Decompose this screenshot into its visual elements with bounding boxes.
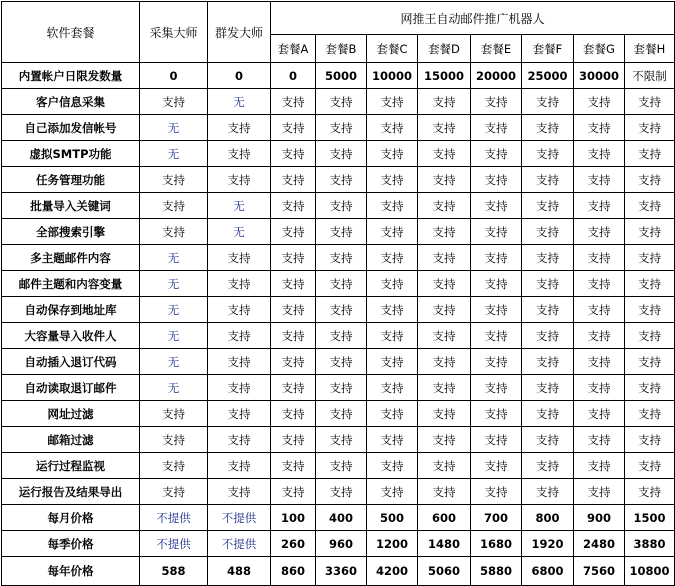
row-label: 客户信息采集: [2, 89, 140, 115]
table-row: [2, 557, 675, 586]
table-cell: 支持: [316, 375, 367, 401]
table-row: [2, 349, 675, 375]
table-cell: 支持: [271, 141, 316, 167]
table-cell: 支持: [625, 375, 675, 401]
table-cell: 支持: [625, 115, 675, 141]
table-cell: 支持: [271, 245, 316, 271]
table-cell: 支持: [418, 323, 471, 349]
table-cell: 支持: [367, 323, 418, 349]
table-cell: 支持: [418, 141, 471, 167]
table-cell: 支持: [522, 89, 574, 115]
table-cell: 488: [208, 557, 271, 586]
row-label: 任务管理功能: [2, 167, 140, 193]
table-row: [2, 297, 675, 323]
table-cell: 支持: [271, 401, 316, 427]
table-cell: 支持: [471, 323, 522, 349]
row-label: 多主题邮件内容: [2, 245, 140, 271]
table-cell: 支持: [208, 297, 271, 323]
header-collector: 采集大师: [140, 2, 208, 63]
table-cell: 支持: [625, 167, 675, 193]
header-package-h: 套餐H: [625, 35, 675, 63]
row-label: 邮件主题和内容变量: [2, 271, 140, 297]
table-cell: 支持: [522, 115, 574, 141]
table-cell: 支持: [140, 401, 208, 427]
table-cell: 25000: [522, 63, 574, 89]
table-cell: 支持: [271, 193, 316, 219]
table-cell: 支持: [418, 89, 471, 115]
table-cell: 支持: [574, 323, 625, 349]
row-label: 自动读取退订邮件: [2, 375, 140, 401]
table-cell: 支持: [574, 271, 625, 297]
table-cell: 支持: [271, 89, 316, 115]
table-cell: 1680: [471, 531, 522, 557]
table-cell: 支持: [418, 427, 471, 453]
table-row: [2, 271, 675, 297]
table-cell: 支持: [418, 479, 471, 505]
table-cell: 无: [140, 323, 208, 349]
table-cell: 不提供: [140, 531, 208, 557]
table-cell: 支持: [574, 349, 625, 375]
table-cell: 支持: [471, 401, 522, 427]
row-label: 全部搜索引擎: [2, 219, 140, 245]
table-cell: 支持: [140, 453, 208, 479]
table-cell: 支持: [367, 167, 418, 193]
table-cell: 支持: [208, 375, 271, 401]
table-cell: 支持: [367, 115, 418, 141]
table-cell: 支持: [574, 479, 625, 505]
table-cell: 支持: [471, 271, 522, 297]
table-cell: 1200: [367, 531, 418, 557]
header-package-e: 套餐E: [471, 35, 522, 63]
table-row: [2, 323, 675, 349]
table-cell: 支持: [471, 349, 522, 375]
table-cell: 支持: [208, 349, 271, 375]
table-cell: 支持: [140, 193, 208, 219]
table-cell: 500: [367, 505, 418, 531]
table-cell: 支持: [208, 245, 271, 271]
table-cell: 支持: [522, 167, 574, 193]
table-cell: 1480: [418, 531, 471, 557]
table-cell: 支持: [367, 219, 418, 245]
table-cell: 支持: [208, 479, 271, 505]
table-cell: 支持: [316, 89, 367, 115]
table-cell: 800: [522, 505, 574, 531]
table-cell: 无: [140, 349, 208, 375]
table-cell: 支持: [471, 141, 522, 167]
table-cell: 支持: [367, 375, 418, 401]
table-cell: 支持: [625, 89, 675, 115]
table-cell: 支持: [574, 141, 625, 167]
table-cell: 支持: [271, 219, 316, 245]
header-software-package: 软件套餐: [2, 2, 140, 63]
table-cell: 支持: [471, 89, 522, 115]
table-cell: 支持: [471, 479, 522, 505]
table-cell: 支持: [574, 219, 625, 245]
row-label: 每季价格: [2, 531, 140, 557]
table-cell: 10800: [625, 557, 675, 586]
table-cell: 1500: [625, 505, 675, 531]
table-cell: 支持: [208, 271, 271, 297]
table-cell: 支持: [208, 453, 271, 479]
table-cell: 支持: [625, 453, 675, 479]
row-label: 网址过滤: [2, 401, 140, 427]
table-cell: 支持: [574, 375, 625, 401]
table-row: [2, 63, 675, 89]
table-cell: 0: [140, 63, 208, 89]
table-cell: 支持: [471, 115, 522, 141]
table-row: [2, 427, 675, 453]
table-cell: 支持: [471, 193, 522, 219]
table-cell: 支持: [208, 167, 271, 193]
table-cell: 0: [271, 63, 316, 89]
row-label: 邮箱过滤: [2, 427, 140, 453]
table-cell: 支持: [522, 323, 574, 349]
table-cell: 不提供: [208, 505, 271, 531]
table-cell: 支持: [316, 271, 367, 297]
table-row: [2, 141, 675, 167]
table-cell: 支持: [316, 245, 367, 271]
table-cell: 860: [271, 557, 316, 586]
row-label: 每年价格: [2, 557, 140, 586]
table-cell: 支持: [471, 453, 522, 479]
table-cell: 支持: [367, 479, 418, 505]
table-cell: 支持: [316, 219, 367, 245]
header-package-f: 套餐F: [522, 35, 574, 63]
table-cell: 15000: [418, 63, 471, 89]
table-cell: 支持: [140, 89, 208, 115]
row-label: 内置帐户日限发数量: [2, 63, 140, 89]
table-cell: 支持: [367, 401, 418, 427]
table-row: [2, 453, 675, 479]
header-package-c: 套餐C: [367, 35, 418, 63]
table-cell: 支持: [271, 453, 316, 479]
table-cell: 支持: [625, 479, 675, 505]
table-cell: 支持: [625, 245, 675, 271]
table-cell: 支持: [316, 141, 367, 167]
table-cell: 6800: [522, 557, 574, 586]
table-row: [2, 89, 675, 115]
table-cell: 支持: [574, 453, 625, 479]
table-cell: 支持: [316, 479, 367, 505]
table-cell: 100: [271, 505, 316, 531]
table-cell: 支持: [271, 427, 316, 453]
row-label: 运行过程监视: [2, 453, 140, 479]
header-package-d: 套餐D: [418, 35, 471, 63]
table-cell: 支持: [471, 219, 522, 245]
table-cell: 支持: [625, 427, 675, 453]
table-cell: 支持: [574, 193, 625, 219]
table-row: [2, 167, 675, 193]
table-cell: 支持: [418, 271, 471, 297]
table-cell: 支持: [625, 193, 675, 219]
table-cell: 支持: [418, 167, 471, 193]
table-row: [2, 505, 675, 531]
table-cell: 支持: [625, 297, 675, 323]
table-cell: 30000: [574, 63, 625, 89]
table-cell: 支持: [271, 297, 316, 323]
table-cell: 支持: [574, 167, 625, 193]
table-cell: 支持: [574, 115, 625, 141]
table-cell: 支持: [271, 323, 316, 349]
table-cell: 支持: [367, 193, 418, 219]
table-cell: 支持: [367, 271, 418, 297]
table-cell: 2480: [574, 531, 625, 557]
table-cell: 支持: [625, 141, 675, 167]
table-cell: 支持: [316, 193, 367, 219]
header-package-b: 套餐B: [316, 35, 367, 63]
table-body: [2, 63, 675, 586]
table-cell: 支持: [625, 323, 675, 349]
table-cell: 支持: [140, 427, 208, 453]
pricing-table: [1, 1, 675, 586]
table-cell: 支持: [574, 401, 625, 427]
row-label: 批量导入关键词: [2, 193, 140, 219]
table-cell: 260: [271, 531, 316, 557]
table-cell: 无: [140, 297, 208, 323]
table-cell: 支持: [418, 453, 471, 479]
table-cell: 5000: [316, 63, 367, 89]
table-cell: 支持: [471, 167, 522, 193]
table-cell: 支持: [522, 297, 574, 323]
table-cell: 支持: [418, 401, 471, 427]
table-cell: 无: [208, 193, 271, 219]
table-cell: 5880: [471, 557, 522, 586]
table-cell: 支持: [316, 453, 367, 479]
table-row: [2, 245, 675, 271]
table-cell: 支持: [471, 297, 522, 323]
table-cell: 不提供: [140, 505, 208, 531]
table-row: [2, 219, 675, 245]
table-cell: 支持: [522, 479, 574, 505]
table-cell: 支持: [271, 375, 316, 401]
table-cell: 960: [316, 531, 367, 557]
table-cell: 支持: [522, 375, 574, 401]
table-cell: 支持: [522, 141, 574, 167]
table-cell: 支持: [418, 115, 471, 141]
table-cell: 支持: [367, 89, 418, 115]
table-cell: 支持: [316, 297, 367, 323]
table-cell: 支持: [367, 141, 418, 167]
table-cell: 支持: [316, 323, 367, 349]
table-cell: 支持: [271, 167, 316, 193]
table-cell: 支持: [574, 427, 625, 453]
table-cell: 支持: [471, 375, 522, 401]
table-cell: 无: [140, 271, 208, 297]
table-row: [2, 479, 675, 505]
table-cell: 无: [140, 245, 208, 271]
table-cell: 支持: [574, 297, 625, 323]
table-cell: 3880: [625, 531, 675, 557]
table-row: [2, 531, 675, 557]
table-cell: 支持: [522, 193, 574, 219]
table-cell: 无: [140, 141, 208, 167]
table-cell: 支持: [316, 115, 367, 141]
table-cell: 支持: [208, 323, 271, 349]
table-cell: 支持: [140, 479, 208, 505]
table-cell: 0: [208, 63, 271, 89]
row-label: 自动保存到地址库: [2, 297, 140, 323]
table-cell: 支持: [522, 453, 574, 479]
table-cell: 4200: [367, 557, 418, 586]
table-cell: 1920: [522, 531, 574, 557]
table-cell: 支持: [271, 271, 316, 297]
table-cell: 支持: [316, 427, 367, 453]
row-label: 大容量导入收件人: [2, 323, 140, 349]
table-cell: 支持: [522, 349, 574, 375]
table-row: [2, 115, 675, 141]
table-cell: 支持: [316, 401, 367, 427]
table-cell: 支持: [271, 349, 316, 375]
table-cell: 支持: [418, 375, 471, 401]
table-cell: 支持: [418, 219, 471, 245]
table-cell: 900: [574, 505, 625, 531]
header-robot-group: 网推王自动邮件推广机器人: [271, 2, 675, 35]
header-package-g: 套餐G: [574, 35, 625, 63]
row-label: 自己添加发信帐号: [2, 115, 140, 141]
table-cell: 支持: [271, 115, 316, 141]
table-cell: 支持: [574, 89, 625, 115]
table-cell: 支持: [418, 193, 471, 219]
table-cell: 支持: [140, 167, 208, 193]
table-cell: 支持: [367, 245, 418, 271]
table-cell: 10000: [367, 63, 418, 89]
table-cell: 支持: [418, 349, 471, 375]
table-cell: 支持: [367, 297, 418, 323]
table-cell: 支持: [208, 427, 271, 453]
header-package-a: 套餐A: [271, 35, 316, 63]
table-cell: 支持: [625, 349, 675, 375]
table-cell: 支持: [316, 349, 367, 375]
table-cell: 支持: [208, 115, 271, 141]
row-label: 每月价格: [2, 505, 140, 531]
table-cell: 支持: [418, 297, 471, 323]
table-cell: 无: [140, 375, 208, 401]
table-cell: 支持: [471, 427, 522, 453]
table-cell: 支持: [522, 401, 574, 427]
table-cell: 支持: [316, 167, 367, 193]
table-cell: 600: [418, 505, 471, 531]
table-cell: 支持: [522, 219, 574, 245]
table-cell: 支持: [522, 427, 574, 453]
row-label: 虚拟SMTP功能: [2, 141, 140, 167]
table-cell: 支持: [471, 245, 522, 271]
table-cell: 400: [316, 505, 367, 531]
table-cell: 支持: [625, 219, 675, 245]
header-mass-sender: 群发大师: [208, 2, 271, 63]
table-cell: 不提供: [208, 531, 271, 557]
table-cell: 支持: [208, 141, 271, 167]
table-cell: 700: [471, 505, 522, 531]
table-cell: 支持: [522, 271, 574, 297]
table-row: [2, 401, 675, 427]
table-cell: 支持: [367, 427, 418, 453]
table-cell: 支持: [271, 479, 316, 505]
table-cell: 不限制: [625, 63, 675, 89]
table-cell: 支持: [625, 271, 675, 297]
table-cell: 支持: [367, 349, 418, 375]
table-cell: 588: [140, 557, 208, 586]
table-cell: 支持: [522, 245, 574, 271]
table-cell: 5060: [418, 557, 471, 586]
table-row: [2, 375, 675, 401]
table-cell: 支持: [625, 401, 675, 427]
row-label: 运行报告及结果导出: [2, 479, 140, 505]
row-label: 自动插入退订代码: [2, 349, 140, 375]
table-cell: 3360: [316, 557, 367, 586]
table-cell: 支持: [140, 219, 208, 245]
table-cell: 7560: [574, 557, 625, 586]
table-cell: 无: [208, 219, 271, 245]
table-cell: 20000: [471, 63, 522, 89]
table-cell: 无: [208, 89, 271, 115]
table-cell: 支持: [418, 245, 471, 271]
table-cell: 支持: [574, 245, 625, 271]
table-row: [2, 193, 675, 219]
table-cell: 支持: [208, 401, 271, 427]
table-cell: 无: [140, 115, 208, 141]
table-cell: 支持: [367, 453, 418, 479]
